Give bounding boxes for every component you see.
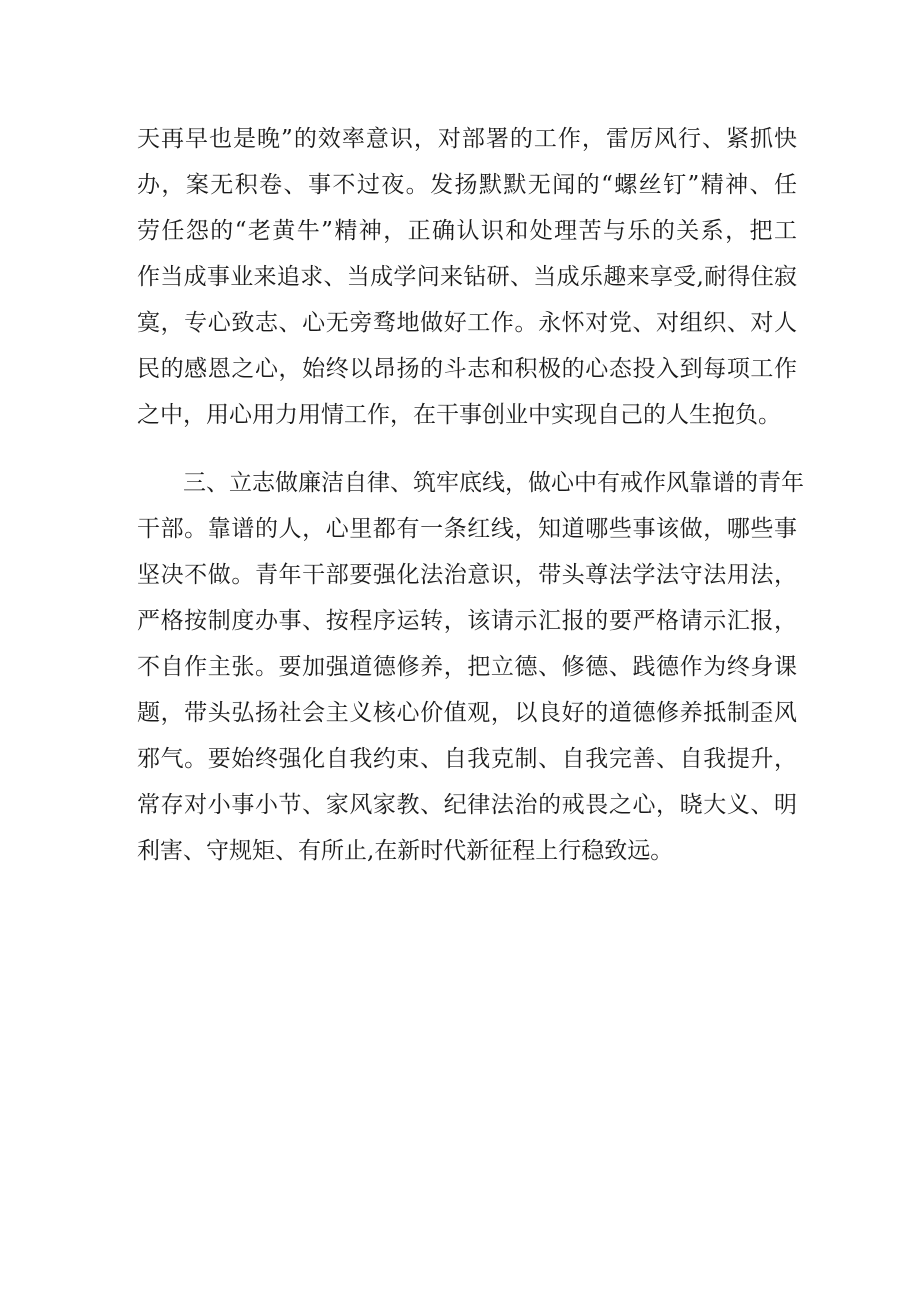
text-line: 劳任怨的“老黄牛”精神，正确认识和处理苦与乐的关系，把工 — [137, 218, 797, 244]
text-line: 坚决不做。青年干部要强化法治意识，带头尊法学法守法用法， — [137, 562, 797, 588]
text-line: 之中，用心用力用情工作，在干事创业中实现自己的人生抱负。 — [137, 402, 781, 428]
text-line: 作当成事业来追求、当成学问来钻研、当成乐趣来享受,耐得住寂 — [137, 264, 797, 290]
text-line: 不自作主张。要加强道德修养，把立德、修德、践德作为终身课 — [137, 654, 797, 680]
text-line: 常存对小事小节、家风家教、纪律法治的戒畏之心，晓大义、明 — [137, 792, 797, 818]
text-line: 利害、守规矩、有所止,在新时代新征程上行稳致远。 — [137, 838, 674, 864]
text-line: 办，案无积卷、事不过夜。发扬默默无闻的“螺丝钉”精神、任 — [137, 172, 797, 198]
text-line: 民的感恩之心，始终以昂扬的斗志和积极的心态投入到每项工作 — [137, 356, 797, 382]
section-heading-line: 三、立志做廉洁自律、筑牢底线，做心中有戒作风靠谱的青年 — [183, 470, 804, 496]
paragraph-work-attitude — [137, 116, 797, 438]
text-line: 题，带头弘扬社会主义核心价值观，以良好的道德修养抵制歪风 — [137, 700, 797, 726]
text-line: 天再早也是晚”的效率意识，对部署的工作，雷厉风行、紧抓快 — [137, 126, 797, 152]
paragraph-section-three — [137, 460, 804, 874]
text-line: 寞，专心致志、心无旁骛地做好工作。永怀对党、对组织、对人 — [137, 310, 797, 336]
text-line: 干部。靠谱的人，心里都有一条红线，知道哪些事该做，哪些事 — [137, 516, 797, 542]
text-line: 邪气。要始终强化自我约束、自我克制、自我完善、自我提升， — [137, 746, 797, 772]
text-line: 严格按制度办事、按程序运转，该请示汇报的要严格请示汇报， — [137, 608, 797, 634]
